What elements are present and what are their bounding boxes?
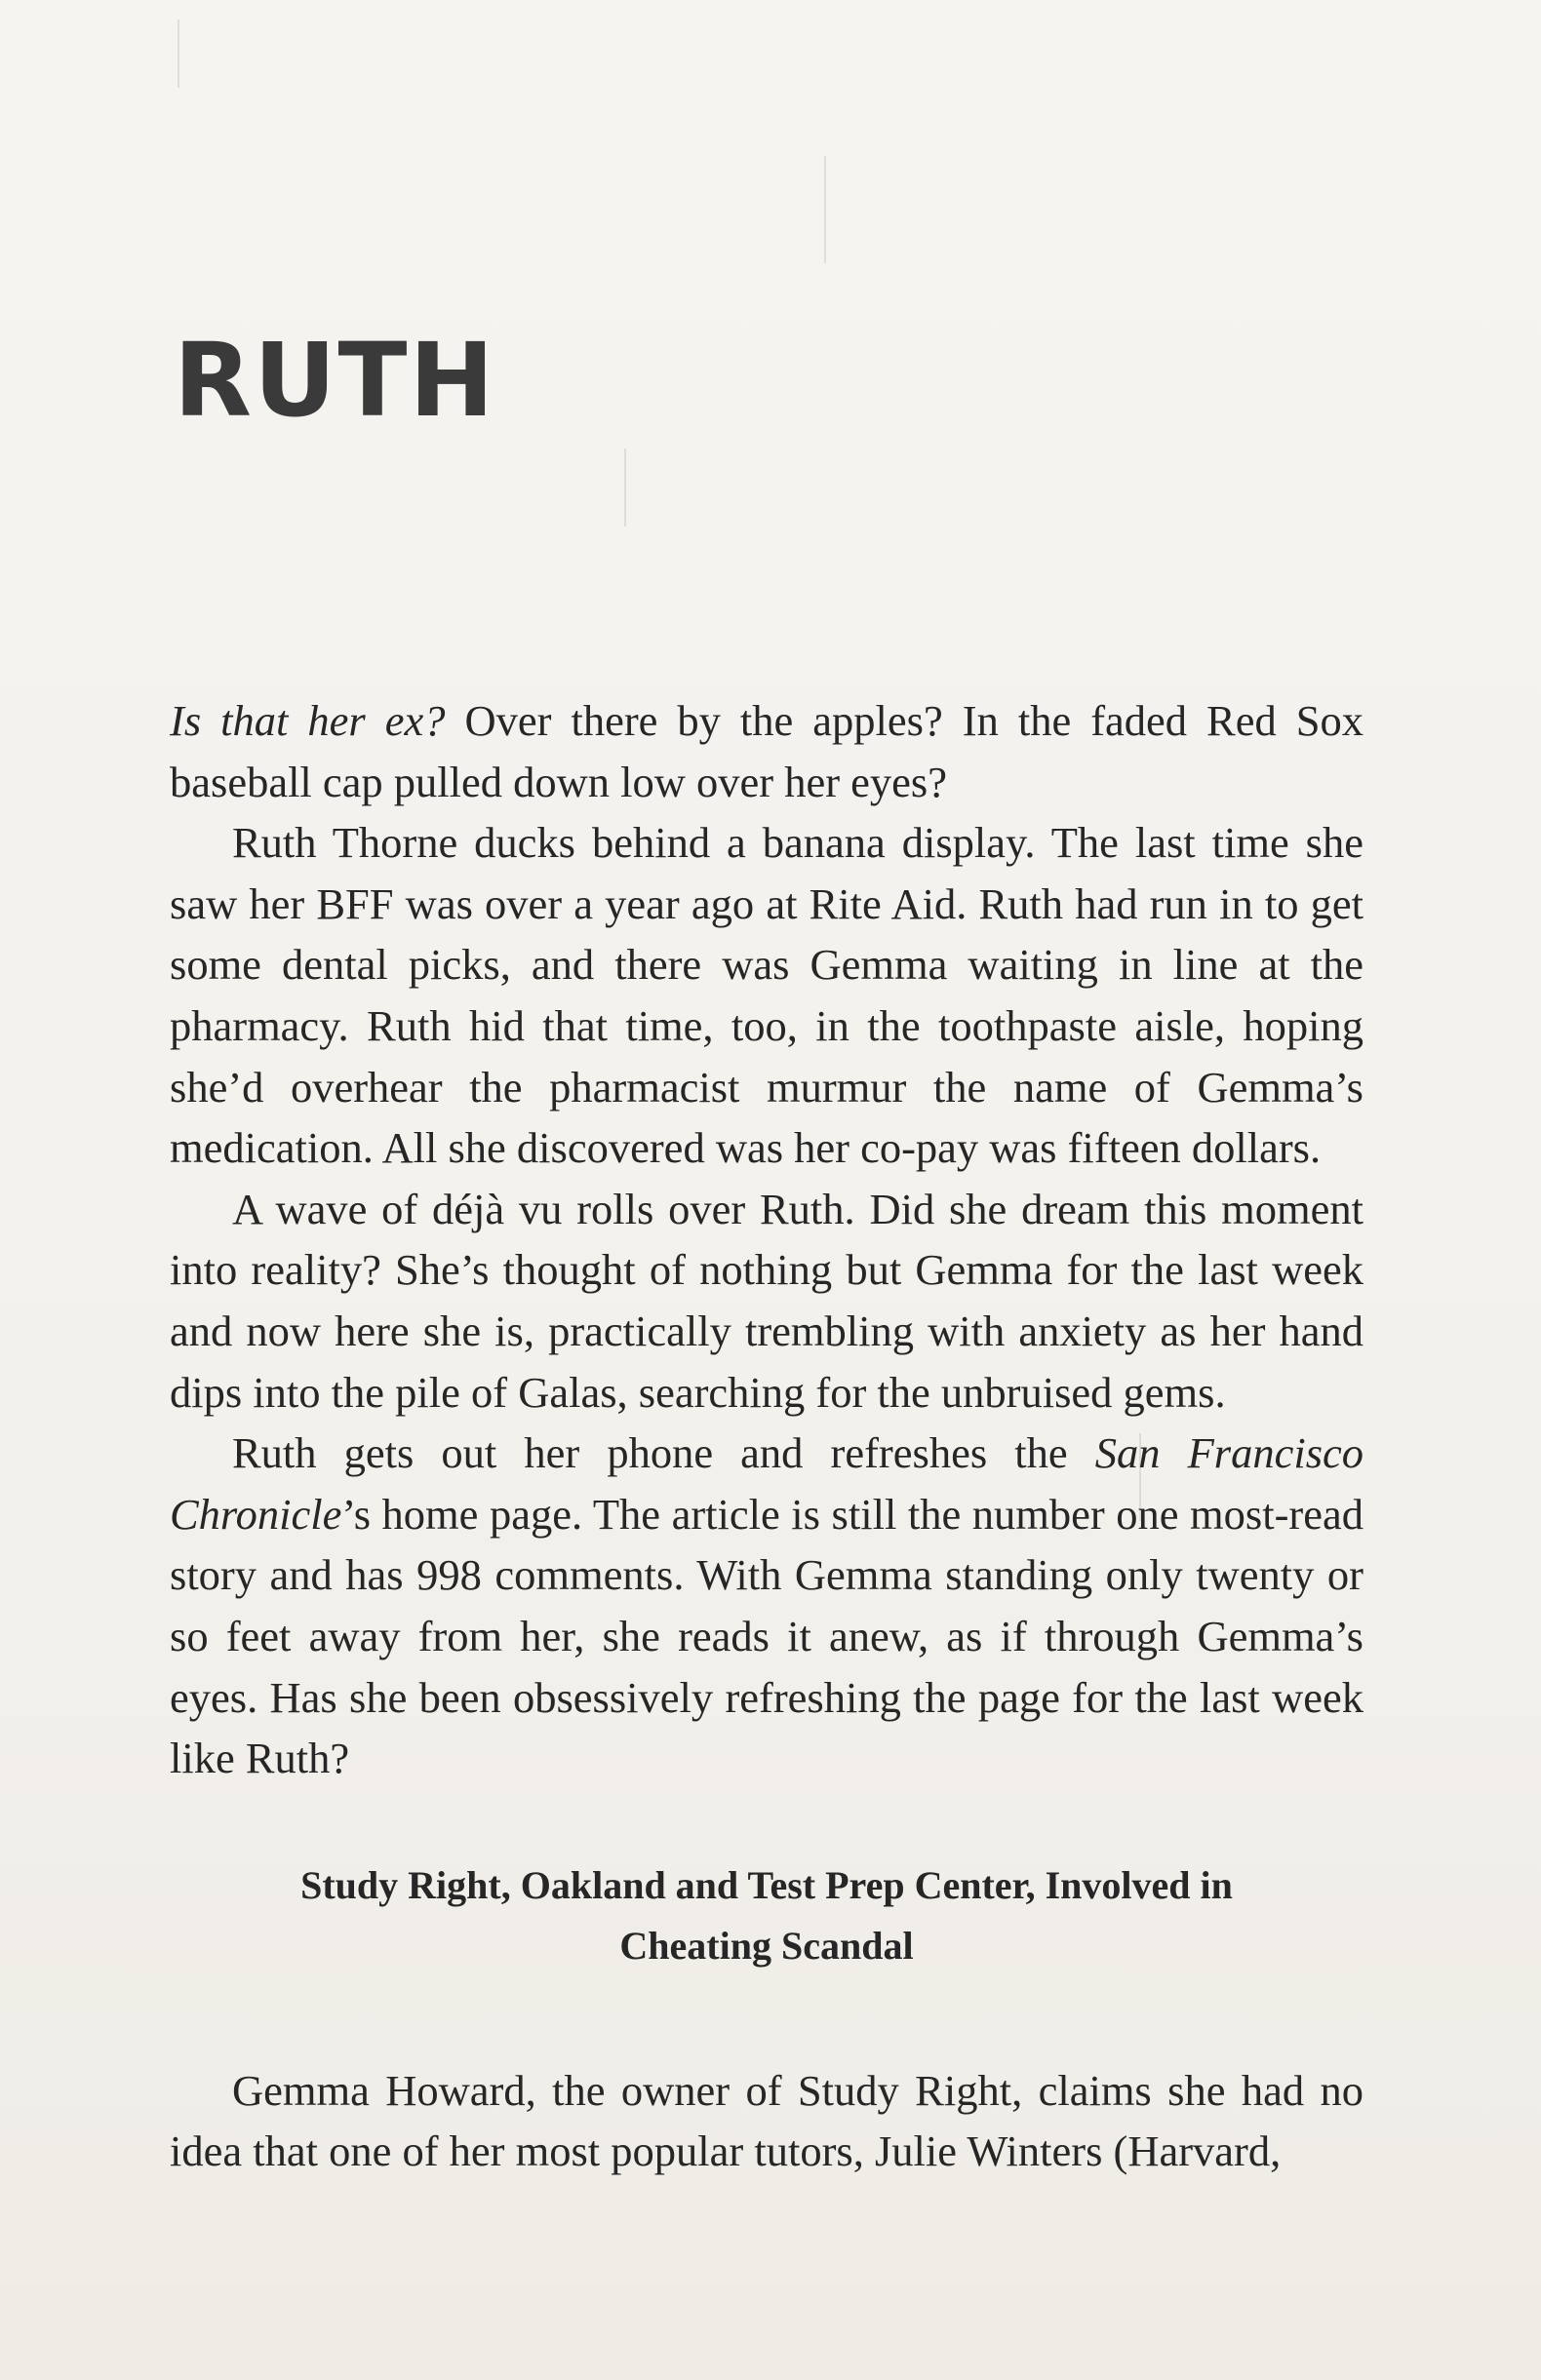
paragraph-2: Ruth Thorne ducks behind a banana display. The last time she saw her BFF was over a year ago at Rite Aid. Ruth had run in to get some dental picks, and there was Gemma waiting in line at the pharmacy. Ruth hid that time, too, in the toothpaste aisle, hoping she’d overhear the pharmacist murmur the name of Gemma’s medication. All she discovered was her co-pay was fifteen dollars. [170,818,1363,1173]
scan-mark [624,449,626,527]
scan-mark [824,156,826,263]
chapter-title: RUTH [174,321,496,440]
scan-mark [178,20,179,88]
chapter-body [170,690,1363,2182]
paragraph-4 [170,1423,1363,1789]
paragraph-4-text-before: Ruth gets out her phone and refreshes the [232,1428,1095,1478]
article-headline: Study Right, Oakland and Test Prep Center, Involved in Cheating Scandal [300,1862,1233,1968]
paragraph-3: A wave of déjà vu rolls over Ruth. Did she dream this moment into reality? She’s thought of nothing but Gemma for the last week and now here she is, practically trembling with anxiety as her hand dips into the pile of Galas, searching for the unbruised gems. [170,1184,1363,1417]
paragraph-5: Gemma Howard, the owner of Study Right, claims she had no idea that one of her most popular tutors, Julie Winters (Harvard, [170,2065,1363,2176]
paragraph-1-text: Over there by the apples? In the faded Red Sox baseball cap pulled down low over her eyes? [170,696,1363,806]
paragraph-1-italic-lead: Is that her ex? [170,696,446,745]
paragraph-1 [170,690,1363,812]
newspaper-title: San Francisco Chronicle [170,1428,1364,1539]
paragraph-4-text-after: ’s home page. The article is still the number one most-read story and has 998 comments. With Gemma standing only twenty or so feet away from her, she reads it anew, as if through Gemma’s eyes. Has she been obsessively refreshing the page for the last week like Ruth? [170,1489,1363,1783]
